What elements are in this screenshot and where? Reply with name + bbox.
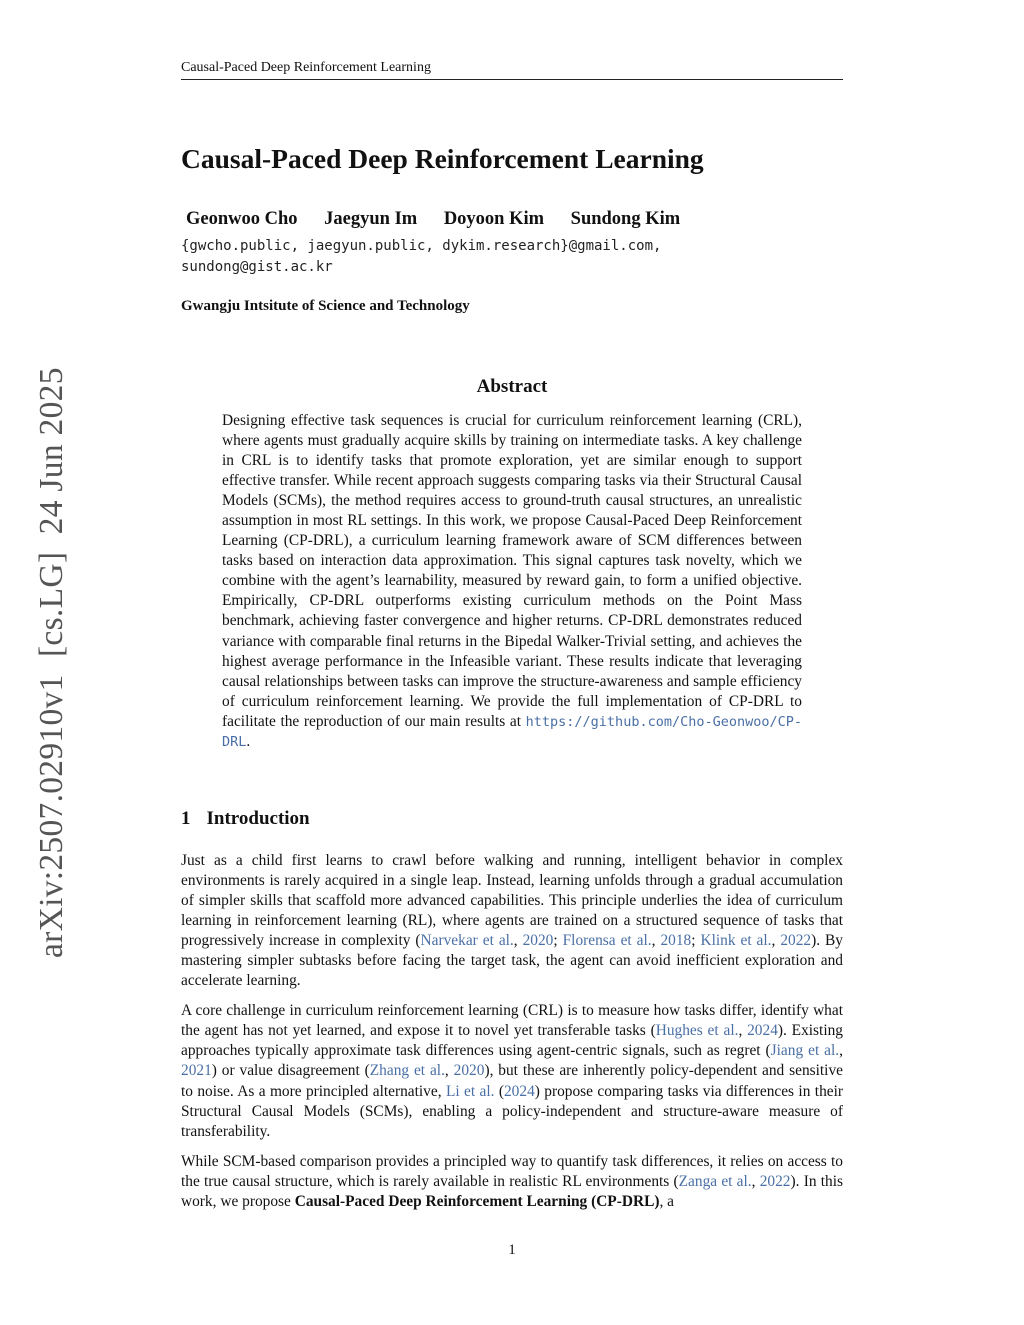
email-line: {gwcho.public, jaegyun.public, dykim.research}@gmail.com, [181, 238, 662, 254]
abstract-heading: Abstract [476, 376, 548, 397]
citation-link[interactable]: Klink et al. [700, 932, 772, 950]
citation-link[interactable]: Zhang et al. [369, 1062, 445, 1080]
paragraph-text: A core challenge in curriculum reinforcement learning (CRL) is to measure how tasks differ, identify what the agent has not yet learned, and expose it to novel yet transferable tasks ( [181, 1002, 843, 1040]
author-name: Jaegyun Im [324, 209, 418, 229]
citation-year-link[interactable]: 2024 [747, 1022, 778, 1040]
running-header: Causal-Paced Deep Reinforcement Learning [181, 60, 843, 80]
paragraph-text: ) or value disagreement ( [211, 1062, 370, 1080]
citation-year-link[interactable]: 2020 [522, 932, 554, 950]
paragraph-text: ) propose comparing tasks via differences in their Structural Causal Models (SCMs), enabling a policy-independent and structure-aware measure of transferability. [181, 1082, 843, 1140]
affiliation: Gwangju Intsitute of Science and Technology [181, 298, 470, 314]
abstract-body [222, 411, 802, 752]
citation-link[interactable]: Zanga et al. [678, 1172, 752, 1190]
section-title: Introduction [206, 808, 310, 829]
citation-link[interactable]: Jiang et al. [770, 1042, 840, 1060]
paragraph-text: While SCM-based comparison provides a principled way to quantify task differences, it relies on access to the true causal structure, which is rarely available in realistic RL environments ( [181, 1152, 843, 1190]
citation-link[interactable]: Florensa et al. [562, 932, 652, 950]
intro-paragraph: Just as a child first learns to crawl before walking and running, intelligent behavior in complex environments is rarely acquired in a single leap. Instead, learning unfolds through a gradual accumulation of simpler skills that scaffold more advanced capabilities. This principle underlies the idea of curriculum learning in reinforcement learning (RL), where agents are trained on a structured sequence of tasks that progressively increase in complexity (Narvekar et al., 2020; Florensa et al., 2018; Klink et al., 2022). By mastering simpler subtasks before facing the target task, the agent can avoid inefficient exploration and accelerate learning. [181, 852, 844, 990]
author-name: Geonwoo Cho [186, 209, 298, 229]
paragraph-text: ), but these are inherently policy-dependent and sensitive to noise. As a more principled alternative, [181, 1062, 843, 1100]
citation-year-link[interactable]: 2018 [660, 932, 692, 950]
citation-year-link[interactable]: 2022 [759, 1172, 791, 1190]
author-name: Doyoon Kim [443, 209, 545, 229]
paragraph-text: , a [659, 1192, 674, 1210]
citation-year-link[interactable]: 2024 [503, 1082, 535, 1100]
author-emails [181, 236, 661, 278]
paragraph-text: ). Existing approaches typically approximate task differences using agent-centric signals, such as regret ( [181, 1022, 843, 1060]
page-number: 1 [508, 1242, 516, 1258]
section-heading [181, 808, 310, 830]
citation-link[interactable]: Hughes et al. [655, 1022, 739, 1040]
author-list [186, 209, 702, 230]
github-link[interactable]: https://github.com/Cho-Geonwoo/CP-DRL [222, 713, 802, 750]
paragraph-text: ). In this work, we propose [181, 1172, 843, 1210]
citation-link[interactable]: Narvekar et al. [420, 932, 514, 950]
abstract-end: . [246, 732, 251, 750]
citation-link[interactable]: Li et al. [445, 1082, 495, 1100]
arxiv-stamp: arXiv:2507.02910v1 [cs.LG] 24 Jun 2025 [33, 367, 70, 958]
author-name: Sundong Kim [570, 209, 681, 229]
paper-title: Causal-Paced Deep Reinforcement Learning [181, 143, 704, 174]
citation-year-link[interactable]: 2022 [780, 932, 812, 950]
citation-year-link[interactable]: 2021 [181, 1062, 212, 1080]
section-number: 1 [181, 808, 191, 829]
email-line: sundong@gist.ac.kr [181, 259, 333, 275]
method-name: Causal-Paced Deep Reinforcement Learning (CP-DRL) [294, 1192, 660, 1210]
paragraph-text: ). By mastering simpler subtasks before facing the target task, the agent can avoid inefficient exploration and accelerate learning. [181, 932, 844, 990]
paragraph-text: Just as a child first learns to crawl before walking and running, intelligent behavior in complex environments is rarely acquired in a single leap. Instead, learning unfolds through a gradual accumulation of simpler skills that scaffold more advanced capabilities. This principle underlies the idea of curriculum learning in reinforcement learning (RL), where agents are trained on a structured sequence of tasks that progressively increase in complexity ( [181, 852, 843, 950]
intro-paragraph: A core challenge in curriculum reinforcement learning (CRL) is to measure how tasks differ, identify what the agent has not yet learned, and expose it to novel yet transferable tasks (Hughes et al., 2024). Existing approaches typically approximate task differences using agent-centric signals, such as regret (Jiang et al., 2021) or value disagreement (Zhang et al., 2020), but these are inherently policy-dependent and sensitive to noise. As a more principled alternative, Li et al. (2024) propose comparing tasks via differences in their Structural Causal Models (SCMs), enabling a policy-independent and structure-aware measure of transferability. [181, 1002, 843, 1140]
intro-paragraph: While SCM-based comparison provides a principled way to quantify task differences, it relies on access to the true causal structure, which is rarely available in realistic RL environments (Zanga et al., 2022). In this work, we propose Causal-Paced Deep Reinforcement Learning (CP-DRL), a [181, 1152, 843, 1210]
introduction-body [181, 851, 843, 1222]
citation-year-link[interactable]: 2020 [453, 1062, 485, 1080]
abstract-text: Designing effective task sequences is crucial for curriculum reinforcement learning (CRL), where agents must gradually acquire skills by training on intermediate tasks. A key challenge in CRL is to identify tasks that promote exploration, yet are similar enough to support effective transfer. While recent approach suggests comparing tasks via their Structural Causal Models (SCMs), the method requires access to ground-truth causal structures, an unrealistic assumption in most RL settings. In this work, we propose Causal-Paced Deep Reinforcement Learning (CP-DRL), a curriculum learning framework aware of SCM differences between tasks based on interaction data approximation. This signal captures task novelty, which we combine with the agent’s learnability, measured by reward gain, to form a unified objective. Empirically, CP-DRL outperforms existing curriculum methods on the Point Mass benchmark, achieving faster convergence and higher returns. CP-DRL demonstrates reduced variance with comparable final returns in the Bipedal Walker-Trivial setting, and achieves the highest average performance in the Infeasible variant. These results indicate that leveraging causal relationships between tasks can improve the structure-awareness and sample efficiency of curriculum reinforcement learning. We provide the full implementation of CP-DRL to facilitate the reproduction of our main results at [222, 412, 802, 730]
